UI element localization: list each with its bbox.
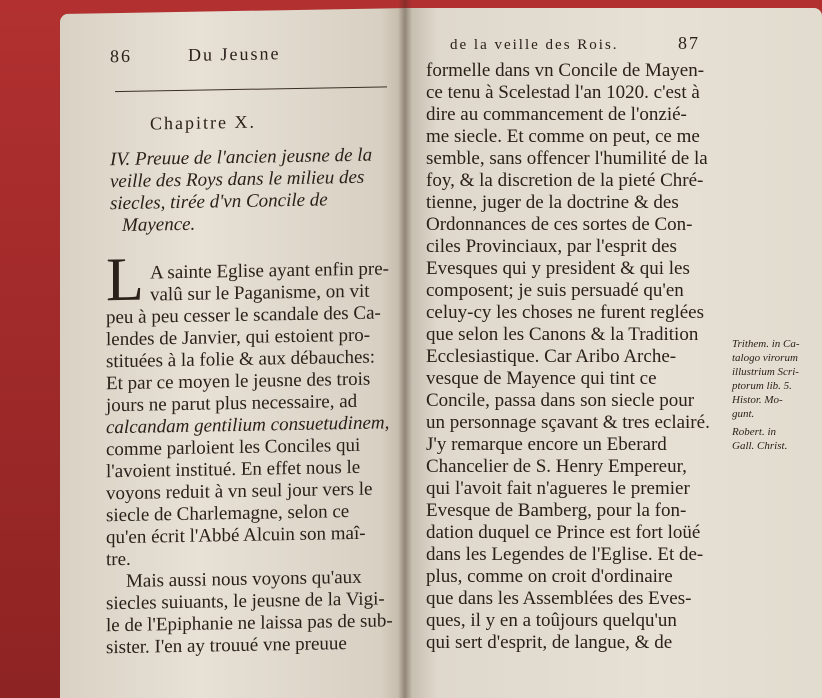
body-line: peu à peu cesser le scandale des Ca- (106, 302, 381, 329)
chapter-title: Chapitre X. (150, 111, 256, 134)
body-line: que selon les Canons & la Tradition (426, 324, 699, 345)
summary-line: siecles, tirée d'vn Concile de (110, 189, 328, 215)
body-line: sister. I'en ay trouué vne preuue (106, 633, 347, 659)
margin-note-line: ptorum lib. 5. (732, 380, 792, 392)
summary-line: Mayence. (122, 213, 196, 236)
body-line: Evesques qui y president & qui les (426, 258, 690, 279)
book-gutter (398, 0, 412, 698)
margin-note-line: Gall. Christ. (732, 440, 788, 452)
header-rule (115, 86, 387, 92)
body-line: l'avoient institué. En effet nous le (106, 456, 361, 483)
body-line: Evesque de Bamberg, pour la fon- (426, 500, 687, 521)
body-line: semble, sans offencer l'humilité de la (426, 148, 708, 169)
body-line: qui l'avoit fait n'agueres le premier (426, 478, 690, 499)
margin-note-line: talogo virorum (732, 352, 798, 364)
body-line: Chancelier de S. Henry Empereur, (426, 456, 687, 477)
margin-note-line: Histor. Mo- (732, 394, 783, 406)
body-line: jours ne parut plus necessaire, ad (106, 390, 358, 417)
body-line: J'y remarque encore un Eberard (426, 434, 667, 455)
body-line: tre. (106, 548, 131, 571)
body-line: qu'en écrit l'Abbé Alcuin son maî- (106, 522, 366, 549)
body-line: vesque de Mayence qui tint ce (426, 368, 657, 389)
body-line: tienne, juger de la doctrine & des (426, 192, 679, 213)
margin-note-line: gunt. (732, 408, 755, 420)
body-line: dire au commancement de l'onzié- (426, 104, 687, 125)
body-line: A sainte Eglise ayant enfin pre- (150, 258, 390, 284)
body-line: celuy-cy les choses ne furent reglées (426, 302, 705, 323)
summary-line: IV. Preuue de l'ancien jeusne de la (110, 144, 373, 171)
body-line: voyons reduit à vn seul jour vers le (106, 478, 373, 505)
body-line: Ordonnances de ces sortes de Con- (426, 214, 693, 235)
body-line: un personnage sçavant & tres eclairé. (426, 412, 710, 433)
body-line: que dans les Assemblées des Eves- (426, 588, 692, 609)
body-line: Et par ce moyen le jeusne des trois (106, 368, 371, 395)
drop-cap: L (106, 245, 144, 315)
left-page (60, 8, 408, 698)
body-line: dans les Legendes de l'Eglise. Et de- (426, 544, 704, 565)
body-line: Concile, passa dans son siecle pour (426, 390, 695, 411)
summary-line: veille des Roys dans le milieu des (110, 166, 365, 193)
body-line: composent; je suis persuadé qu'en (426, 280, 684, 301)
page-number: 86 (110, 45, 132, 67)
right-page (404, 8, 822, 698)
body-line: ciles Provinciaux, par l'esprit des (426, 236, 677, 257)
body-line: qui sert d'esprit, de langue, & de (426, 632, 673, 653)
running-head: Du Jeusne (188, 43, 281, 65)
body-line: lendes de Janvier, qui estoient pro- (106, 324, 371, 351)
margin-note-line: illustrium Scri- (732, 366, 799, 378)
body-line: dation duquel ce Prince est fort loüé (426, 522, 701, 543)
margin-note-line: Trithem. in Ca- (732, 338, 800, 350)
margin-note-line: Robert. in (732, 426, 776, 438)
body-line: valû sur le Paganisme, on vit (150, 280, 370, 306)
body-line: calcandam gentilium consuetudinem, (106, 412, 390, 439)
body-line: comme parloient les Conciles qui (106, 434, 361, 461)
body-line: foy, & la discretion de la pieté Chré- (426, 170, 704, 191)
page-number: 87 (678, 33, 700, 53)
body-line: siecle de Charlemagne, selon ce (106, 501, 350, 527)
body-line: stituées à la folie & aux débauches: (106, 346, 376, 373)
running-head: de la veille des Rois. (450, 37, 619, 53)
body-line: Mais aussi nous voyons qu'aux (126, 566, 362, 592)
body-line: plus, comme on croit d'ordinaire (426, 566, 673, 587)
body-line: formelle dans vn Concile de Mayen- (426, 60, 705, 81)
body-line: ce tenu à Scelestad l'an 1020. c'est à (426, 82, 700, 103)
body-line: ques, il y en a toûjours quelqu'un (426, 610, 677, 631)
body-line: siecles suiuants, le jeusne de la Vigi- (106, 588, 385, 615)
body-line: le de l'Epiphanie ne laissa pas de sub- (106, 610, 393, 637)
body-line: me siecle. Et comme on peut, ce me (426, 126, 700, 147)
body-line: Ecclesiastique. Car Aribo Arche- (426, 346, 677, 367)
